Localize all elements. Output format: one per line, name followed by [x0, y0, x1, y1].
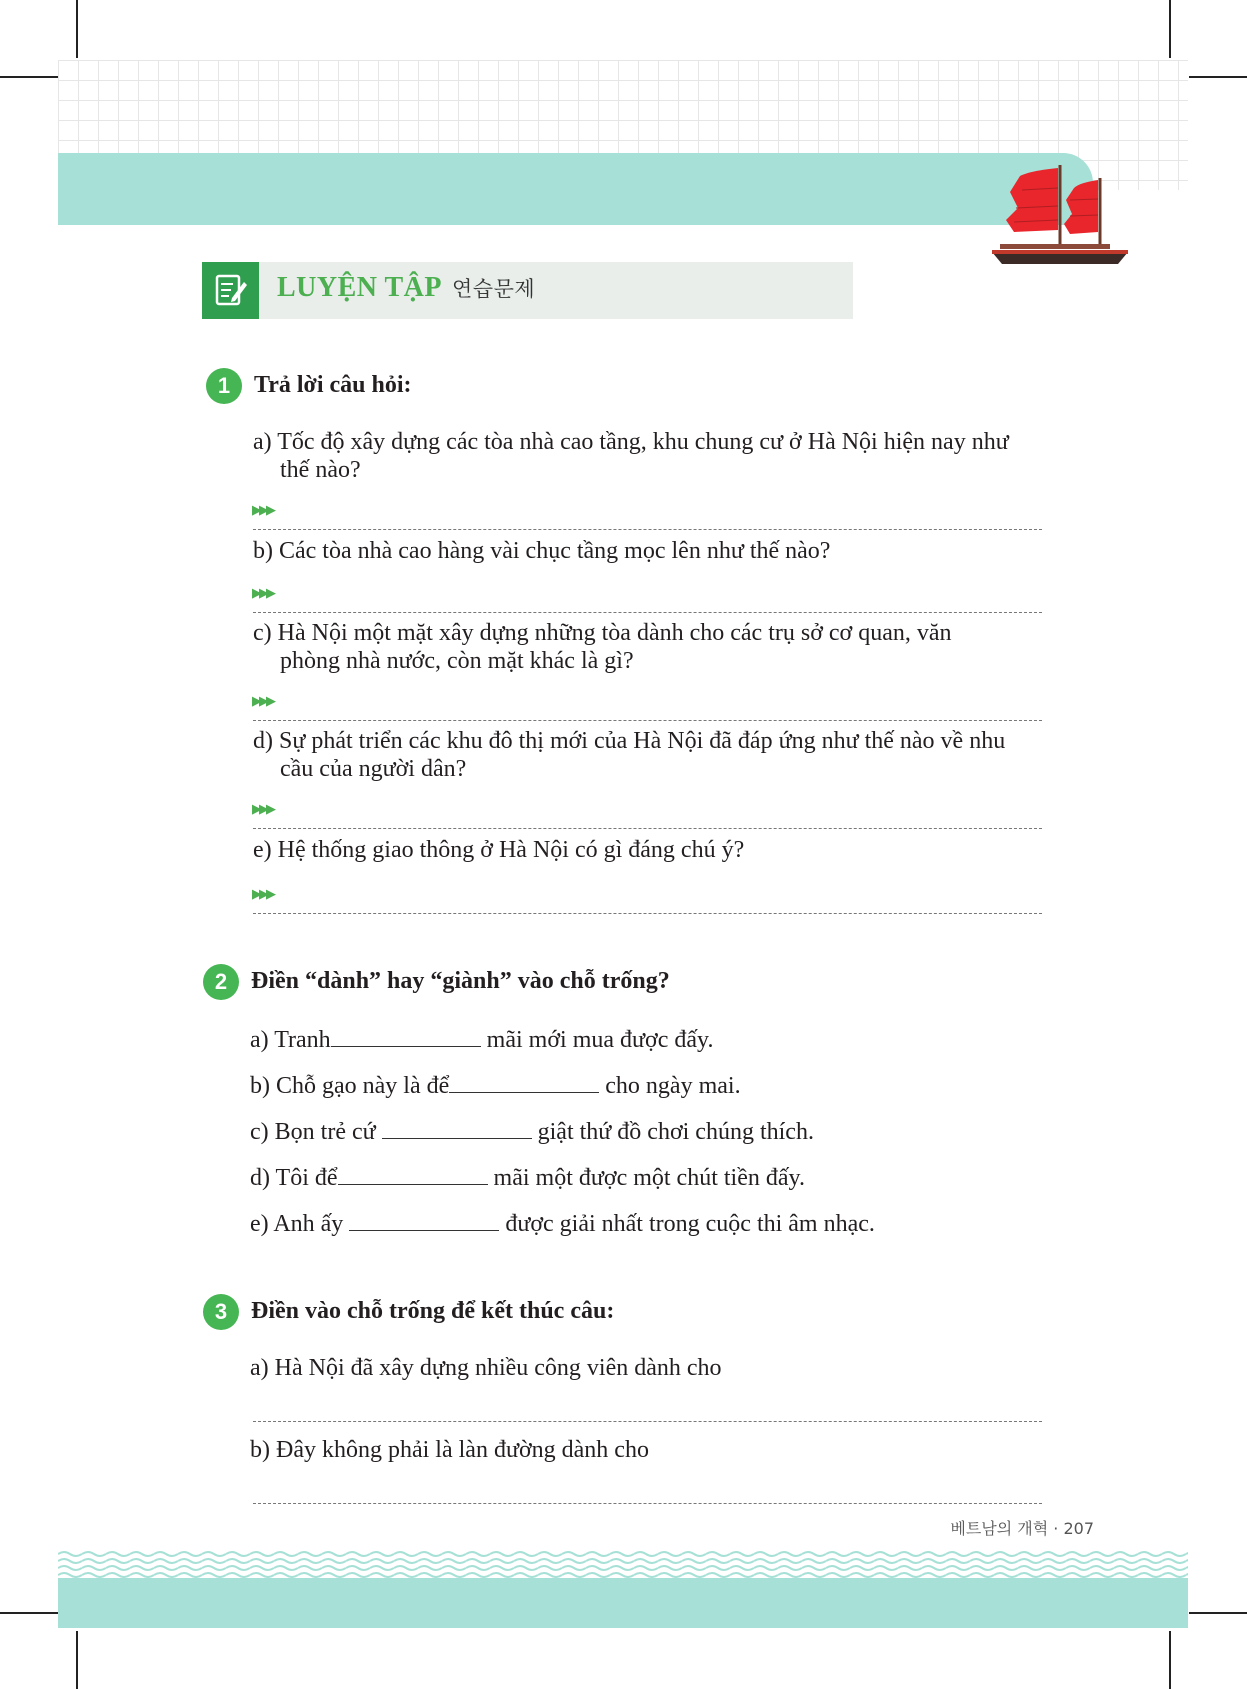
crop-mark: [1169, 1631, 1171, 1689]
fill-item-d-before: d) Tôi để: [250, 1165, 338, 1191]
wave-pattern: [58, 1548, 1188, 1578]
fill-item-a-after: mãi mới mua được đấy.: [480, 1027, 714, 1053]
fill-item-d-after: mãi một được một chút tiền đấy.: [487, 1165, 805, 1191]
fill-item-d: [250, 1162, 805, 1192]
section-number-1: 1: [206, 368, 242, 404]
fill-item-c-before: c) Bọn trẻ cứ: [250, 1119, 382, 1145]
fill-item-a: [250, 1024, 713, 1054]
complete-item-b: b) Đây không phải là làn đường dành cho: [250, 1437, 649, 1463]
answer-line-d[interactable]: [253, 828, 1042, 829]
answer-line-3b[interactable]: [253, 1503, 1042, 1504]
answer-line-e[interactable]: [253, 913, 1042, 914]
crop-mark: [0, 1612, 58, 1614]
page-number: 베트남의 개혁 · 207: [950, 1519, 1094, 1538]
question-d-line1: d) Sự phát triển các khu đô thị mới của Hà Nội đã đáp ứng như thế nào về nhu: [253, 728, 1006, 754]
fill-item-b-after: cho ngày mai.: [599, 1073, 741, 1099]
fill-item-b-before: b) Chỗ gạo này là để: [250, 1073, 450, 1099]
top-banner: [58, 153, 1093, 225]
answer-arrow-icon: ▶▶▶: [252, 887, 273, 902]
answer-arrow-icon: ▶▶▶: [252, 503, 273, 518]
question-a-line2: thế nào?: [280, 457, 361, 483]
section-heading-3: Điền vào chỗ trống để kết thúc câu:: [251, 1298, 615, 1324]
crop-mark: [1169, 0, 1171, 58]
fill-blank-a[interactable]: [331, 1024, 481, 1047]
section-header: [202, 262, 853, 319]
fill-item-e-after: được giải nhất trong cuộc thi âm nhạc.: [499, 1211, 875, 1237]
section-heading-1: Trả lời câu hỏi:: [254, 372, 412, 398]
section-number-3: 3: [203, 1294, 239, 1330]
section-number-2: 2: [203, 964, 239, 1000]
question-e: [253, 836, 744, 864]
question-e-line1: e) Hệ thống giao thông ở Hà Nội có gì đáng chú ý?: [253, 837, 745, 863]
section-heading-2: Điền “dành” hay “giành” vào chỗ trống?: [251, 968, 670, 994]
header-title-ko: 연습문제: [452, 277, 536, 301]
answer-line-c[interactable]: [253, 720, 1042, 721]
answer-arrow-icon: ▶▶▶: [252, 694, 273, 709]
question-c-line1: c) Hà Nội một mặt xây dựng những tòa dành cho các trụ sở cơ quan, văn: [253, 620, 952, 646]
fill-item-e: [250, 1208, 875, 1238]
fill-item-c-after: giật thứ đồ chơi chúng thích.: [531, 1119, 814, 1145]
edit-note-icon: [202, 262, 259, 319]
question-a: [253, 428, 1009, 484]
question-b: [253, 537, 830, 565]
fill-item-a-before: a) Tranh: [250, 1027, 331, 1053]
header-title: [277, 272, 535, 304]
crop-mark: [76, 0, 78, 58]
crop-mark: [76, 1631, 78, 1689]
fill-item-c: [250, 1116, 814, 1146]
question-c-line2: phòng nhà nước, còn mặt khác là gì?: [280, 648, 634, 674]
header-title-vi: LUYỆN TẬP: [277, 272, 443, 303]
crop-mark: [1189, 76, 1247, 78]
fill-item-e-before: e) Anh ấy: [250, 1211, 350, 1237]
question-d: [253, 727, 1005, 783]
fill-blank-e[interactable]: [349, 1208, 499, 1231]
question-b-line1: b) Các tòa nhà cao hàng vài chục tầng mọc lên như thế nào?: [253, 538, 831, 564]
complete-item-a: a) Hà Nội đã xây dựng nhiều công viên dành cho: [250, 1355, 722, 1381]
answer-arrow-icon: ▶▶▶: [252, 802, 273, 817]
crop-mark: [1189, 1612, 1247, 1614]
fill-blank-c[interactable]: [382, 1116, 532, 1139]
question-c: [253, 619, 952, 675]
answer-line-b[interactable]: [253, 612, 1042, 613]
answer-arrow-icon: ▶▶▶: [252, 586, 273, 601]
answer-line-3a[interactable]: [253, 1421, 1042, 1422]
fill-blank-b[interactable]: [449, 1070, 599, 1093]
fill-blank-d[interactable]: [338, 1162, 488, 1185]
question-a-line1: a) Tốc độ xây dựng các tòa nhà cao tầng, khu chung cư ở Hà Nội hiện nay như: [253, 429, 1009, 455]
question-d-line2: cầu của người dân?: [280, 756, 467, 782]
answer-line-a[interactable]: [253, 529, 1042, 530]
crop-mark: [0, 76, 58, 78]
junk-boat-icon: [990, 160, 1130, 270]
fill-item-b: [250, 1070, 741, 1100]
